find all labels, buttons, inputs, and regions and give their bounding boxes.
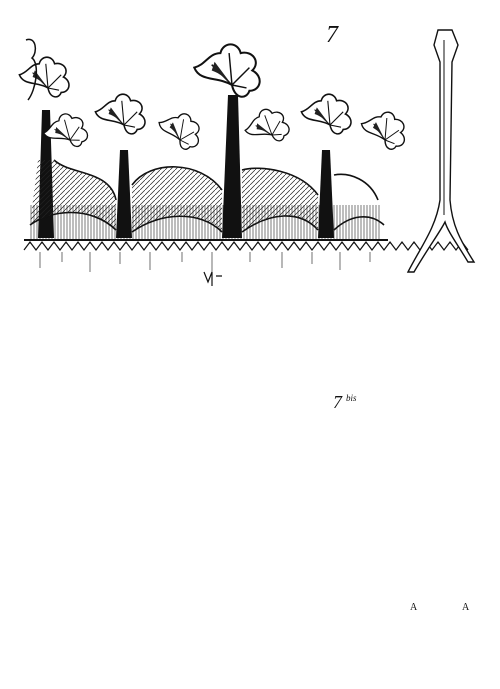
figure-7-cresting (19, 30, 474, 286)
artist-monogram-icon (204, 272, 222, 286)
cresting-foliage (19, 44, 408, 152)
figure-number-7bis (333, 392, 357, 413)
figure-number-7bis-suffix: bis (346, 393, 357, 403)
cresting-profile-view (408, 30, 474, 272)
figure-number-7: 7 (326, 22, 338, 48)
figure-number-7bis-number: 7 (333, 392, 342, 412)
profile-marker-a-left: A (410, 602, 418, 613)
profile-marker-a-right: A (462, 602, 470, 613)
cresting-sawtooth-base (24, 242, 468, 250)
